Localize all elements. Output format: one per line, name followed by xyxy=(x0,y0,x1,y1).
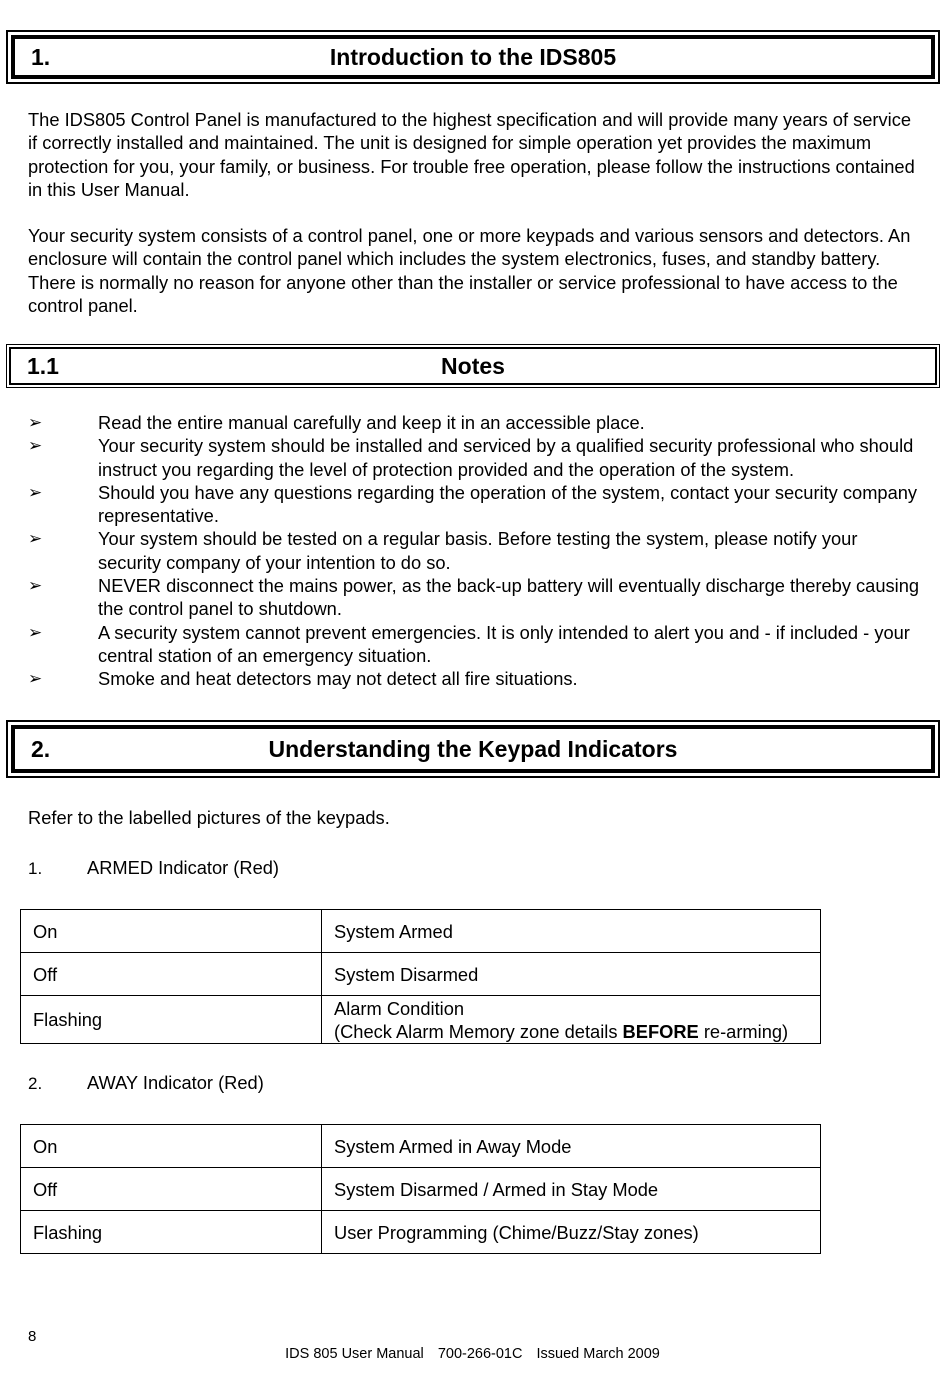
page-number: 8 xyxy=(28,1328,37,1345)
section-1-1-heading xyxy=(6,344,940,388)
notes-list xyxy=(28,411,923,691)
section-1-number: 1. xyxy=(31,43,51,70)
note-text: Read the entire manual carefully and keep it in an accessible place. xyxy=(98,412,645,433)
table-row xyxy=(21,1211,821,1254)
list-item xyxy=(28,411,923,434)
section-2-number: 2. xyxy=(31,735,51,762)
section-2-heading xyxy=(6,720,940,778)
table-row xyxy=(21,953,821,996)
meaning-emphasis: BEFORE xyxy=(622,1020,699,1042)
footer-part-number: 700-266-01C xyxy=(437,1346,523,1362)
list-item xyxy=(28,574,923,621)
section-2-title: Understanding the Keypad Indicators xyxy=(268,735,678,762)
arrow-bullet-icon: ➢ xyxy=(28,529,43,549)
away-indicator-table xyxy=(20,1124,821,1254)
section-2-heading-frame xyxy=(11,725,935,773)
intro-paragraph-2: Your security system consists of a control panel, one or more keypads and various sensors and detectors. An enclosure will contain the control panel which includes the system electronics, fuses, and standby battery. There is normally no reason for anyone other than the installer or service professional to have access to the control panel. xyxy=(28,225,911,316)
note-text: NEVER disconnect the mains power, as the back-up battery will eventually discharge thereby causing the control panel to shutdown. xyxy=(98,575,920,620)
keypad-intro: Refer to the labelled pictures of the keypads. xyxy=(28,807,390,828)
note-text: Smoke and heat detectors may not detect all fire situations. xyxy=(98,668,578,690)
list-item xyxy=(28,527,923,574)
meaning-post-text: re-arming) xyxy=(698,1020,789,1042)
table-row xyxy=(21,910,821,953)
meaning-line-2 xyxy=(334,1020,808,1043)
section-1-heading-frame xyxy=(11,35,935,79)
indicator-title: ARMED Indicator (Red) xyxy=(87,857,280,878)
note-text: Your security system should be installed and serviced by a qualified security professional who should instruct you regarding the level of protection provided and the operation of the system. xyxy=(98,435,914,480)
state-cell: Flashing xyxy=(21,1211,322,1254)
table-row xyxy=(21,1168,821,1211)
list-item xyxy=(28,434,923,481)
meaning-pre-text: (Check Alarm Memory zone details xyxy=(334,1020,623,1042)
meaning-cell xyxy=(322,996,821,1044)
state-cell: Off xyxy=(21,953,322,996)
meaning-cell: System Disarmed xyxy=(322,953,821,996)
list-item xyxy=(28,667,923,690)
meaning-cell: User Programming (Chime/Buzz/Stay zones) xyxy=(322,1211,821,1254)
meaning-line-1: Alarm Condition xyxy=(334,997,465,1019)
section-1-1-title: Notes xyxy=(441,352,505,379)
arrow-bullet-icon: ➢ xyxy=(28,482,43,502)
intro-paragraph-1: The IDS805 Control Panel is manufactured to the highest specification and will provide many years of service if correctly installed and maintained. The unit is designed for simple operation yet provides the maximum protection for you, your family, or business. For trouble free operation, please follow the instructions contained in this User Manual. xyxy=(28,109,915,200)
note-text: Your system should be tested on a regular basis. Before testing the system, please notify your security company of your intention to do so. xyxy=(98,528,858,573)
footer-manual-title: IDS 805 User Manual xyxy=(285,1346,424,1362)
state-cell: Off xyxy=(21,1168,322,1211)
list-item xyxy=(28,481,923,528)
arrow-bullet-icon: ➢ xyxy=(28,413,43,432)
state-cell: On xyxy=(21,910,322,953)
arrow-bullet-icon: ➢ xyxy=(28,436,43,456)
indicator-number: 1. xyxy=(28,859,43,878)
section-1-title: Introduction to the IDS805 xyxy=(329,43,617,70)
arrow-bullet-icon: ➢ xyxy=(28,622,43,642)
armed-indicator-heading xyxy=(28,857,279,879)
indicator-title: AWAY Indicator (Red) xyxy=(87,1072,264,1093)
away-indicator-heading xyxy=(28,1072,264,1094)
section-1-1-number: 1.1 xyxy=(27,352,59,379)
indicator-number: 2. xyxy=(28,1074,43,1093)
meaning-cell: System Disarmed / Armed in Stay Mode xyxy=(322,1168,821,1211)
state-cell: On xyxy=(21,1125,322,1168)
footer-issue-date: Issued March 2009 xyxy=(536,1346,660,1362)
list-item xyxy=(28,621,923,668)
arrow-bullet-icon: ➢ xyxy=(28,669,43,689)
state-cell: Flashing xyxy=(21,996,322,1044)
table-row xyxy=(21,996,821,1044)
meaning-cell: System Armed in Away Mode xyxy=(322,1125,821,1168)
armed-indicator-table xyxy=(20,909,821,1044)
arrow-bullet-icon: ➢ xyxy=(28,576,43,596)
section-1-heading xyxy=(6,30,940,84)
table-row xyxy=(21,1125,821,1168)
note-text: Should you have any questions regarding the operation of the system, contact your security company representative. xyxy=(98,481,918,527)
note-text: A security system cannot prevent emergencies. It is only intended to alert you and - if included - your central station of an emergency situation. xyxy=(98,621,910,666)
meaning-cell: System Armed xyxy=(322,910,821,953)
page-footer xyxy=(0,1346,945,1362)
section-1-1-heading-frame xyxy=(9,347,937,385)
